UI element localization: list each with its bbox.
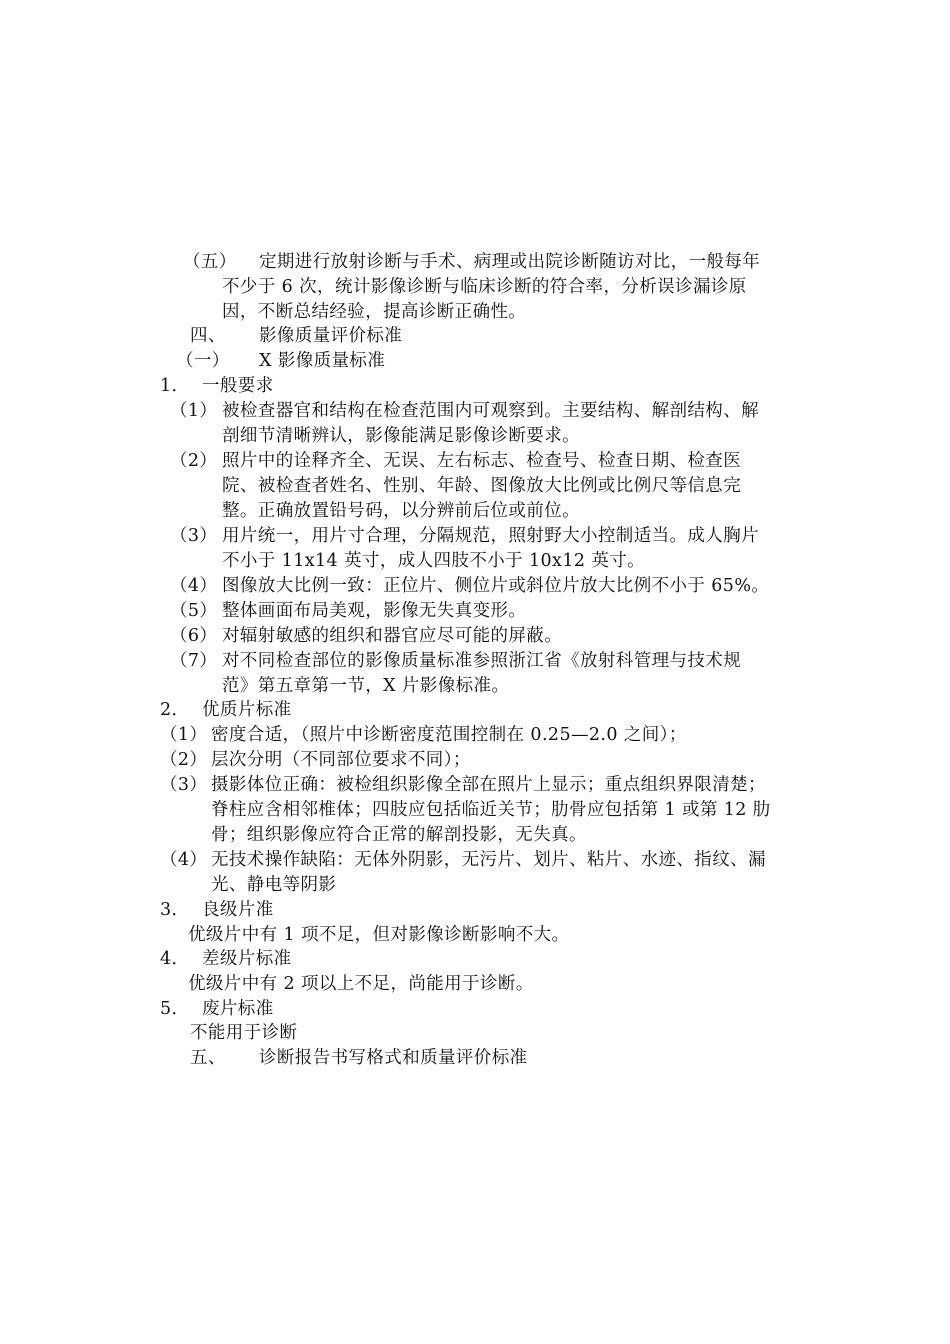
general-4-line-1: 图像放大比例一致：正位片、侧位片或斜位片放大比例不小于 65%。 xyxy=(222,576,770,596)
general-2-line-1: 照片中的诠释齐全、无误、左右标志、检查号、检查日期、检查医 xyxy=(222,451,742,471)
quality-2-line-1: 层次分明（不同部位要求不同）； xyxy=(211,750,471,770)
general-1-line-1: 被检查器官和结构在检查范围内可观察到。主要结构、解剖结构、解 xyxy=(222,401,759,421)
heading-4-title: 影像质量评价标准 xyxy=(259,326,403,346)
item-5-marker: 5． xyxy=(160,999,190,1019)
section-5-line-1: 定期进行放射诊断与手术、病理或出院诊断随访对比，一般每年 xyxy=(259,252,761,272)
quality-3-line-2: 脊柱应含相邻椎体；四肢应包括临近关节；肋骨应包括第 1 或第 12 肋 xyxy=(211,800,771,820)
general-7-marker: （7） xyxy=(170,651,218,671)
general-1-line-2: 剖细节清晰辨认，影像能满足影像诊断要求。 xyxy=(222,426,580,446)
general-7-line-2: 范》第五章第一节，X 片影像标准。 xyxy=(222,676,510,696)
section-5-line-2: 不少于 6 次，统计影像诊断与临床诊断的符合率，分析误诊漏诊原 xyxy=(222,277,747,297)
quality-4-line-1: 无技术操作缺陷：无体外阴影，无污片、划片、粘片、水迹、指纹、漏 xyxy=(211,850,766,870)
quality-2-marker: （2） xyxy=(160,750,208,770)
quality-1-line-1: 密度合适，（照片中诊断密度范围控制在 0.25—2.0 之间）； xyxy=(211,725,687,745)
heading-5-title: 诊断报告书写格式和质量评价标准 xyxy=(259,1048,528,1068)
general-2-line-2: 院、被检查者姓名、性别、年龄、图像放大比例或比例尺等信息完 xyxy=(222,476,742,496)
section-5-marker: （五） xyxy=(183,252,237,272)
general-6-marker: （6） xyxy=(170,626,218,646)
quality-3-marker: （3） xyxy=(160,775,208,795)
quality-3-line-1: 摄影体位正确：被检组织影像全部在照片上显示；重点组织界限清楚； xyxy=(211,775,766,795)
quality-4-marker: （4） xyxy=(160,850,208,870)
item-3-title: 良级片准 xyxy=(202,900,274,920)
general-3-line-1: 用片统一，用片寸合理，分隔规范，照射野大小控制适当。成人胸片 xyxy=(222,526,759,546)
general-7-line-1: 对不同检查部位的影像质量标准参照浙江省《放射科管理与技术规 xyxy=(222,651,742,671)
item-5-body: 不能用于诊断 xyxy=(190,1023,298,1043)
subsection-1-title: X 影像质量标准 xyxy=(259,351,386,371)
item-4-body: 优级片中有 2 项以上不足，尚能用于诊断。 xyxy=(188,974,534,994)
heading-5-marker: 五、 xyxy=(190,1048,226,1068)
subsection-1-marker: （一） xyxy=(176,351,230,371)
quality-4-line-2: 光、静电等阴影 xyxy=(211,875,337,895)
item-1-marker: 1． xyxy=(160,376,190,396)
general-6-line-1: 对辐射敏感的组织和器官应尽可能的屏蔽。 xyxy=(222,626,563,646)
quality-1-marker: （1） xyxy=(160,725,208,745)
general-4-marker: （4） xyxy=(170,576,218,596)
general-3-marker: （3） xyxy=(170,526,218,546)
item-4-title: 差级片标准 xyxy=(202,949,292,969)
heading-4-marker: 四、 xyxy=(190,326,226,346)
general-2-line-3: 整。正确放置铅号码，以分辨前后位或前位。 xyxy=(222,501,580,521)
item-3-marker: 3． xyxy=(160,900,190,920)
general-1-marker: （1） xyxy=(170,401,218,421)
general-3-line-2: 不小于 11x14 英寸，成人四肢不小于 10x12 英寸。 xyxy=(222,551,646,571)
item-1-title: 一般要求 xyxy=(202,376,274,396)
section-5-line-3: 因，不断总结经验，提高诊断正确性。 xyxy=(222,302,527,322)
general-5-line-1: 整体画面布局美观，影像无失真变形。 xyxy=(222,601,527,621)
item-5-title: 废片标准 xyxy=(202,999,274,1019)
quality-3-line-3: 骨；组织影像应符合正常的解剖投影，无失真。 xyxy=(211,825,587,845)
item-4-marker: 4． xyxy=(160,949,190,969)
item-3-body: 优级片中有 1 项不足，但对影像诊断影响不大。 xyxy=(188,925,570,945)
general-2-marker: （2） xyxy=(170,451,218,471)
item-2-marker: 2． xyxy=(160,700,190,720)
general-5-marker: （5） xyxy=(170,601,218,621)
item-2-title: 优质片标准 xyxy=(202,700,292,720)
